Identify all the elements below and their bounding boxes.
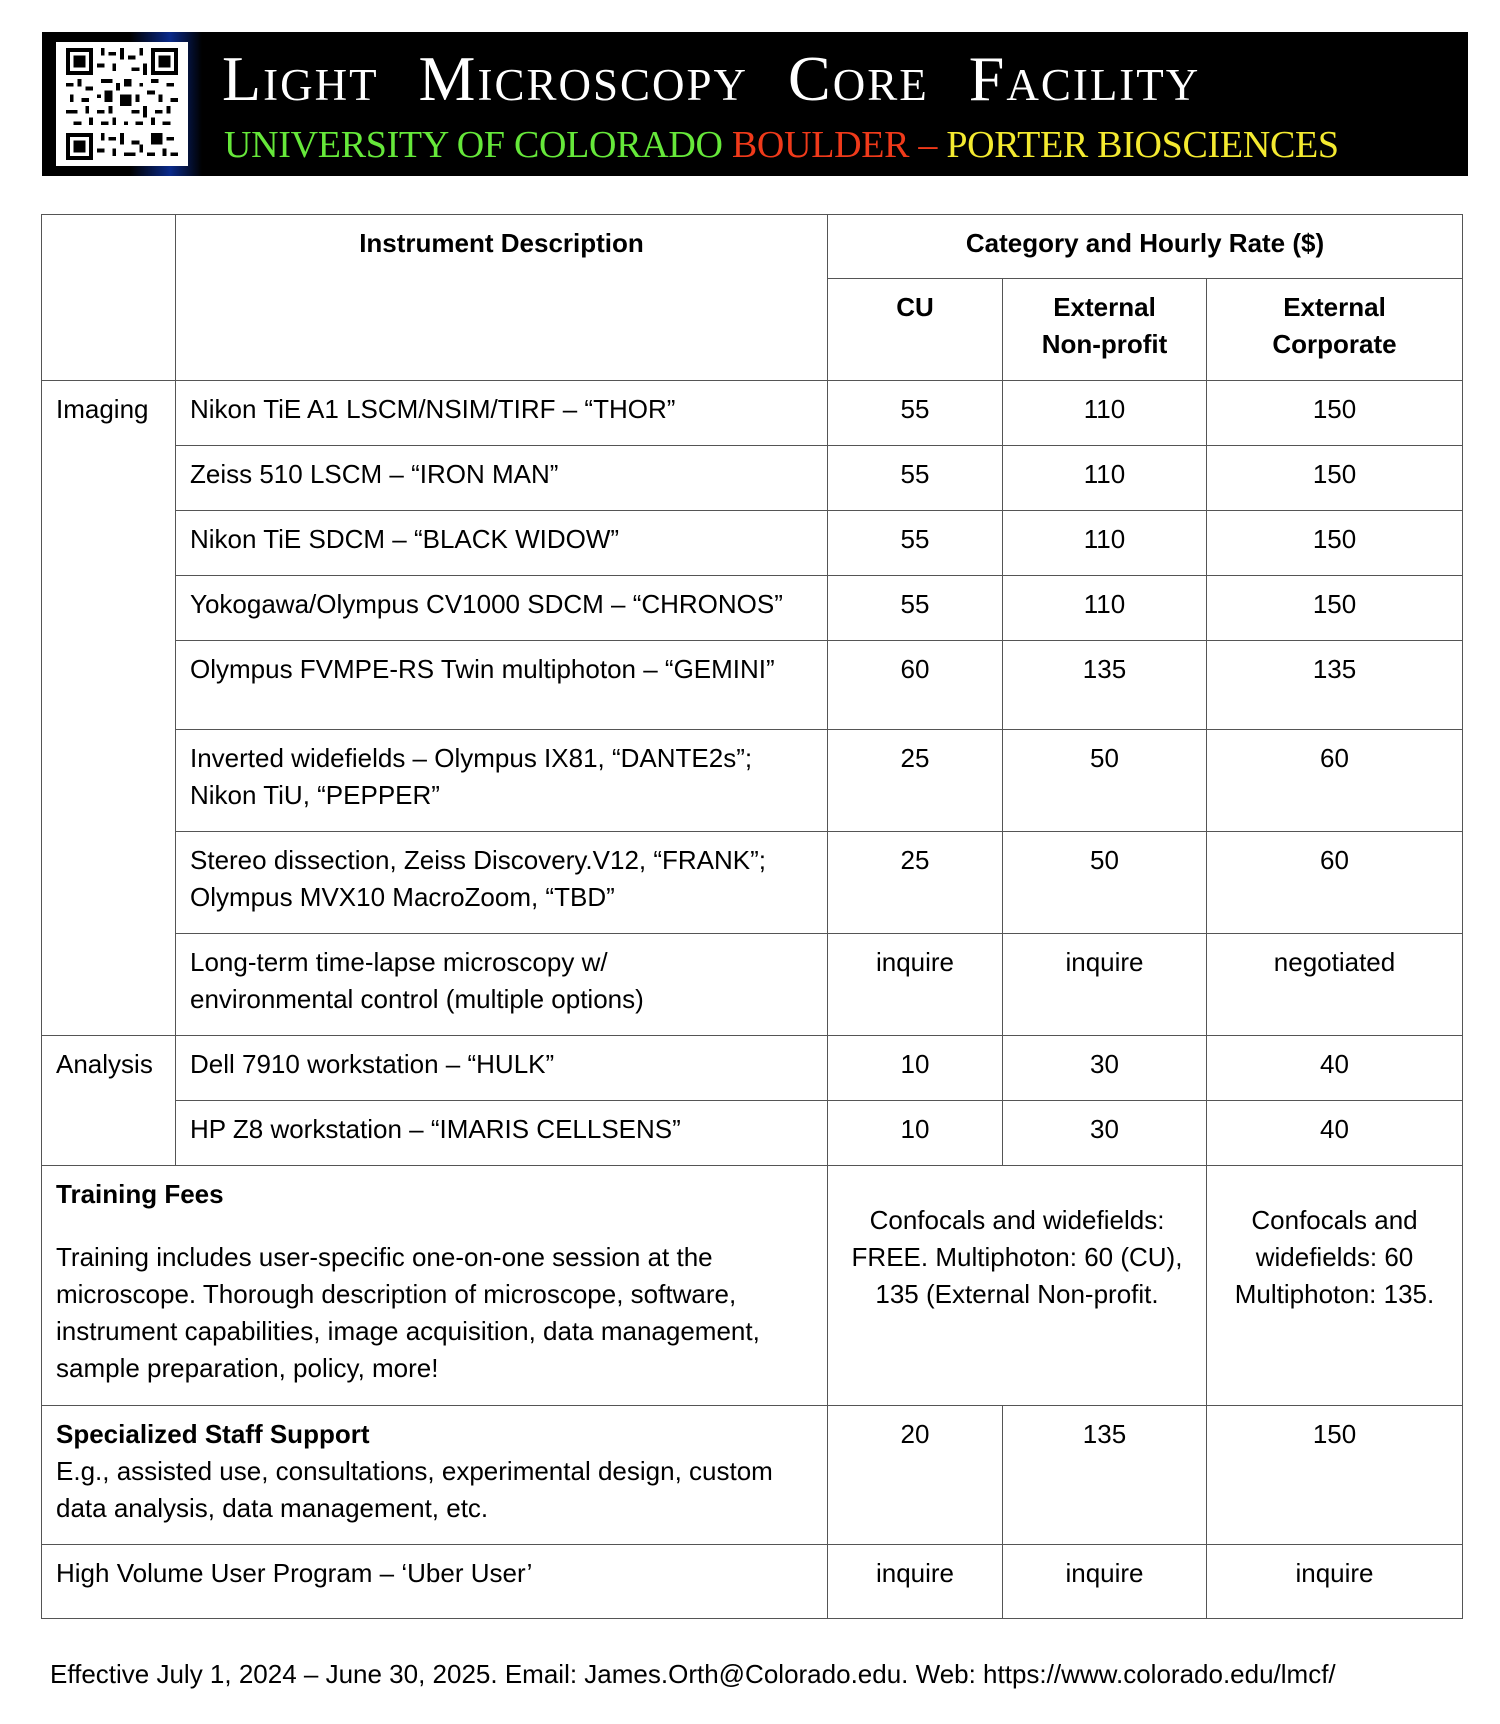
rate-cu: 25 (828, 730, 1003, 832)
table-row (42, 832, 1463, 934)
rate-nonprofit: 50 (1003, 832, 1207, 934)
rate-cu: inquire (828, 934, 1003, 1036)
rate-cu: 25 (828, 832, 1003, 934)
training-fees-cell (42, 1166, 828, 1406)
header-instrument: Instrument Description (176, 215, 828, 381)
table-row (42, 1101, 1463, 1166)
rate-nonprofit: inquire (1003, 934, 1207, 1036)
rate-nonprofit: 110 (1003, 381, 1207, 446)
rate-nonprofit: 110 (1003, 446, 1207, 511)
instrument-desc (176, 730, 828, 832)
rate-corporate: 150 (1207, 576, 1463, 641)
table-row (42, 511, 1463, 576)
header-ext-np-line2: Non-profit (1041, 329, 1168, 359)
table-row (42, 934, 1463, 1036)
instrument-desc (176, 832, 828, 934)
staff-title: Specialized Staff Support (56, 1419, 370, 1449)
subtitle-porter: PORTER BIOSCIENCES (946, 124, 1339, 166)
header-ext-corp-line1: External (1283, 292, 1386, 322)
rate-nonprofit: 135 (1003, 641, 1207, 730)
header-ext-np-line1: External (1053, 292, 1156, 322)
rate-cu: 60 (828, 641, 1003, 730)
table-row-uber (42, 1545, 1463, 1619)
rate-corporate: inquire (1207, 1545, 1463, 1619)
rate-cu: inquire (828, 1545, 1003, 1619)
rate-nonprofit: 30 (1003, 1036, 1207, 1101)
instrument-desc-line1: Inverted widefields – Olympus IX81, “DANTE2s”; (190, 743, 753, 773)
header-external-corporate (1207, 279, 1463, 381)
qr-code-icon[interactable] (56, 42, 188, 166)
instrument-desc: Olympus FVMPE-RS Twin multiphoton – “GEMINI” (176, 641, 828, 730)
table-row-training (42, 1166, 1463, 1406)
rate-corporate: 150 (1207, 1406, 1463, 1545)
rate-nonprofit: 110 (1003, 511, 1207, 576)
rate-corporate: 40 (1207, 1101, 1463, 1166)
table-row (42, 1036, 1463, 1101)
instrument-desc-line2: environmental control (multiple options) (190, 984, 644, 1014)
table-row-staff (42, 1406, 1463, 1545)
rate-corporate: 150 (1207, 511, 1463, 576)
instrument-desc: HP Z8 workstation – “IMARIS CELLSENS” (176, 1101, 828, 1166)
rate-nonprofit: 135 (1003, 1406, 1207, 1545)
header-category-rate: Category and Hourly Rate ($) (828, 215, 1463, 279)
table-row (42, 381, 1463, 446)
instrument-desc (176, 934, 828, 1036)
rate-cu: 55 (828, 446, 1003, 511)
subtitle-boulder: BOULDER – (731, 124, 938, 166)
rate-corporate: 150 (1207, 446, 1463, 511)
instrument-desc-line2: Nikon TiU, “PEPPER” (190, 780, 440, 810)
rate-nonprofit: 50 (1003, 730, 1207, 832)
category-analysis: Analysis (42, 1036, 176, 1166)
rate-nonprofit: 30 (1003, 1101, 1207, 1166)
rate-cu: 20 (828, 1406, 1003, 1545)
rate-cu: 55 (828, 511, 1003, 576)
facility-subtitle (224, 122, 1454, 168)
rate-corporate: 40 (1207, 1036, 1463, 1101)
category-imaging: Imaging (42, 381, 176, 1036)
rates-table (41, 214, 1463, 1619)
header-ext-corp-line2: Corporate (1272, 329, 1397, 359)
staff-support-cell (42, 1406, 828, 1545)
rate-corporate: 135 (1207, 641, 1463, 730)
rate-cu: 55 (828, 576, 1003, 641)
instrument-desc: Yokogawa/Olympus CV1000 SDCM – “CHRONOS” (176, 576, 828, 641)
rate-corporate: 60 (1207, 730, 1463, 832)
table-row (42, 641, 1463, 730)
rate-corporate: negotiated (1207, 934, 1463, 1036)
rate-nonprofit: 110 (1003, 576, 1207, 641)
training-corp-text: Confocals and widefields: 60 Multiphoton: 135. (1234, 1205, 1435, 1309)
header-empty-cell (42, 215, 176, 381)
instrument-desc-line1: Stereo dissection, Zeiss Discovery.V12, “FRANK”; (190, 845, 767, 875)
staff-text: E.g., assisted use, consultations, experimental design, custom data analysis, data management, etc. (56, 1456, 773, 1523)
rate-cu: 55 (828, 381, 1003, 446)
table-row (42, 730, 1463, 832)
instrument-desc: Nikon TiE A1 LSCM/NSIM/TIRF – “THOR” (176, 381, 828, 446)
rate-cu: 10 (828, 1036, 1003, 1101)
instrument-desc: Nikon TiE SDCM – “BLACK WIDOW” (176, 511, 828, 576)
rate-corporate: 60 (1207, 832, 1463, 934)
footer-note: Effective July 1, 2024 – June 30, 2025. Email: James.Orth@Colorado.edu. Web: https://www.colorado.edu/lmcf/ (50, 1659, 1336, 1689)
facility-title: Light Microscopy Core Facility (222, 43, 1201, 114)
training-cu-np-text: Confocals and widefields: FREE. Multiphoton: 60 (CU), 135 (External Non-profit. (851, 1205, 1183, 1309)
instrument-desc: Zeiss 510 LSCM – “IRON MAN” (176, 446, 828, 511)
uber-user-title: High Volume User Program – ‘Uber User’ (42, 1545, 828, 1619)
header-cu: CU (828, 279, 1003, 381)
header-external-nonprofit (1003, 279, 1207, 381)
rate-nonprofit: inquire (1003, 1545, 1207, 1619)
instrument-desc: Dell 7910 workstation – “HULK” (176, 1036, 828, 1101)
table-header-row (42, 215, 1463, 279)
instrument-desc-line1: Long-term time-lapse microscopy w/ (190, 947, 608, 977)
training-corporate (1207, 1166, 1463, 1406)
training-title: Training Fees (56, 1179, 224, 1209)
rate-corporate: 150 (1207, 381, 1463, 446)
training-text: Training includes user-specific one-on-one session at the microscope. Thorough description of microscope, software, instrument capabilities, image acquisition, data management, sample preparation, policy, more! (56, 1242, 760, 1383)
training-cu-nonprofit (828, 1166, 1207, 1406)
table-row (42, 446, 1463, 511)
rate-cu: 10 (828, 1101, 1003, 1166)
subtitle-university: UNIVERSITY OF COLORADO (224, 124, 723, 166)
instrument-desc-line2: Olympus MVX10 MacroZoom, “TBD” (190, 882, 615, 912)
table-row (42, 576, 1463, 641)
